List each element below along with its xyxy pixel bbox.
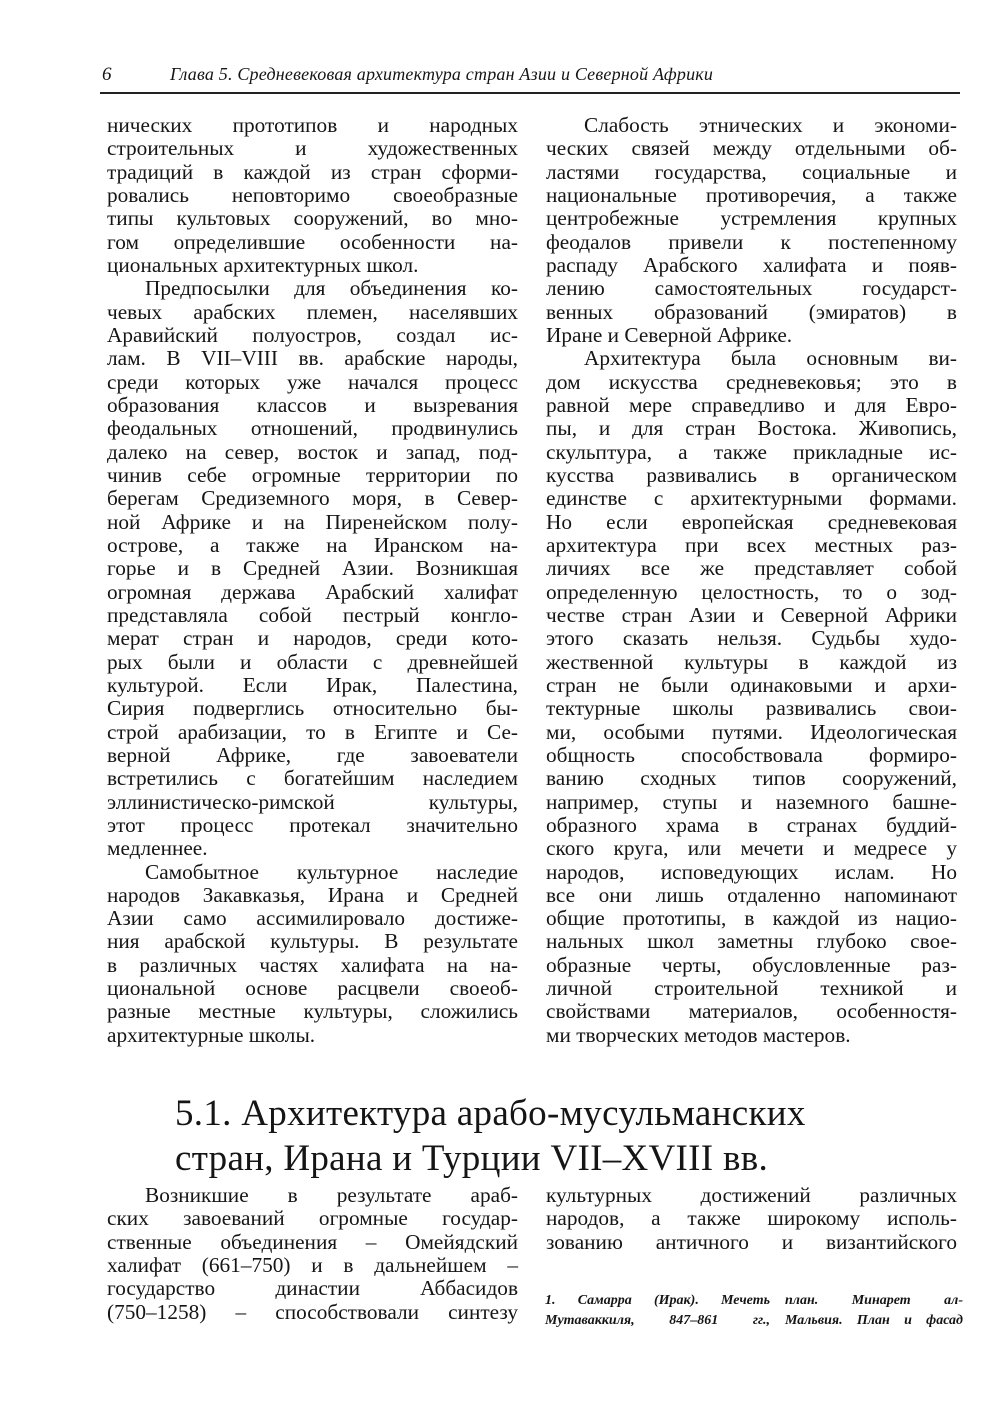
text-line: мерат стран и народов, среди кото- — [107, 626, 518, 651]
text-line: общие прототипы, в каждой из нацио- — [546, 906, 957, 931]
section-left-column — [107, 1184, 518, 1324]
section-heading — [175, 1091, 806, 1181]
running-title: Глава 5. Средневековая архитектура стран Азии и Северной Африки — [170, 64, 714, 84]
text-line: государство династии Аббасидов — [107, 1276, 518, 1301]
text-line: образного храма в странах буддий- — [546, 812, 957, 837]
text-line: разные местные культуры, сложились — [107, 999, 518, 1024]
text-line: тектурные школы развивались свои- — [546, 696, 957, 721]
text-line: циональных архитектурных школ. — [107, 252, 419, 277]
text-line: этот процесс протекал значительно — [107, 812, 518, 837]
text-line: ния арабской культуры. В результате — [107, 929, 518, 954]
text-line: нальных школ заметны глубоко свое- — [546, 929, 957, 954]
text-line: гом определившие особенности на- — [107, 229, 518, 254]
text-line: общность способствовала формиро- — [546, 742, 957, 767]
text-line: Но если европейская средневековая — [546, 509, 957, 534]
text-line: строительных и художественных — [107, 136, 518, 161]
figure-caption-part1 — [545, 1291, 770, 1331]
text-line: ми, особыми путями. Идеологическая — [546, 719, 957, 744]
text-line: ванию сходных типов сооружений, — [546, 766, 957, 791]
text-line: рых были и области с древнейшей — [107, 649, 518, 674]
text-line: народов, а также широкому исполь- — [546, 1206, 957, 1231]
text-line: ского круга, или мечети и медресе у — [546, 836, 957, 861]
text-line: ческих связей между отдельными об- — [546, 136, 957, 161]
text-line: Архитектура была основным ви- — [584, 346, 957, 371]
text-line: лению самостоятельных государст- — [546, 276, 957, 301]
text-line: берегам Средиземного моря, в Север- — [107, 486, 518, 511]
text-line: национальные противоречия, а также — [546, 182, 957, 207]
text-line: личной строительной техникой и — [546, 976, 957, 1001]
text-line: Аравийский полуостров, создал ис- — [107, 322, 518, 347]
caption-line: план. Минарет ал- — [785, 1293, 963, 1308]
text-line: среди которых уже начался процесс — [107, 369, 518, 394]
text-line: жественной культуры в каждой из — [546, 649, 957, 674]
text-line: традиций в каждой из стран сформи- — [107, 159, 518, 184]
text-line: единстве с архитектурными формами. — [546, 486, 957, 511]
text-line: архитектура при всех местных раз- — [546, 532, 957, 557]
text-line: свойствами материалов, особенностя- — [546, 999, 957, 1024]
text-line: типы культовых сооружений, во мно- — [107, 206, 518, 231]
text-line: (750–1258) – способствовали синтезу — [107, 1299, 518, 1324]
text-line: народов Закавказья, Ирана и Средней — [107, 882, 518, 907]
running-header — [100, 62, 960, 94]
text-line: Возникшие в результате араб- — [145, 1183, 518, 1207]
text-line: Самобытное культурное наследие — [145, 859, 518, 884]
text-line: огромная держава Арабский халифат — [107, 579, 518, 604]
text-line: стран не были одинаковыми и архи- — [546, 672, 957, 697]
figure-caption-part2 — [785, 1291, 963, 1331]
text-line: венных образований (эмиратов) в — [546, 299, 957, 324]
text-line: распаду Арабского халифата и появ- — [546, 252, 957, 277]
text-line: встретились с богатейшим наследием — [107, 766, 518, 791]
text-line: этого сказать нельзя. Судьбы худо- — [546, 626, 957, 651]
text-line: ровались неповторимо своеобразные — [107, 182, 518, 207]
text-line: медленнее. — [107, 836, 208, 861]
text-line: верной Африке, где завоеватели — [107, 742, 518, 767]
section-right-column — [546, 1184, 957, 1254]
caption-line: Мальвия. План и фасад — [785, 1313, 963, 1328]
text-line: кусства развивались в органическом — [546, 462, 957, 487]
text-line: лам. В VII–VIII вв. арабские народы, — [107, 346, 518, 371]
text-line: нических прототипов и народных — [107, 113, 518, 137]
text-line: горье и в Средней Азии. Возникшая — [107, 556, 518, 581]
text-line: Слабость этнических и экономи- — [584, 113, 957, 137]
text-line: феодальных отношений, продвинулись — [107, 416, 518, 441]
text-line: в различных частях халифата на на- — [107, 952, 518, 977]
text-line: личиях все же представляет собой — [546, 556, 957, 581]
text-line: определенную целостность, то о зод- — [546, 579, 957, 604]
text-line: народов, исповедующих ислам. Но — [546, 859, 957, 884]
text-line: образования классов и вызревания — [107, 392, 518, 417]
text-line: острове, а также на Иранском на- — [107, 532, 518, 557]
text-line: Предпосылки для объединения ко- — [145, 276, 518, 301]
text-line: феодалов привели к постепенному — [546, 229, 957, 254]
text-line: халифат (661–750) и в дальнейшем – — [107, 1252, 518, 1277]
text-line: строй арабизации, то в Египте и Се- — [107, 719, 518, 744]
text-line: ственные объединения – Омейядский — [107, 1229, 518, 1254]
text-line: пы, и для стран Востока. Живопись, — [546, 416, 957, 441]
text-line: далеко на север, восток и запад, под- — [107, 439, 518, 464]
caption-line: 1. Самарра (Ирак). Мечеть — [545, 1293, 770, 1308]
right-column — [546, 114, 957, 1047]
text-line: культурой. Если Ирак, Палестина, — [107, 672, 518, 697]
section-heading-line: 5.1. Архитектура арабо-мусульманских — [175, 1093, 806, 1134]
text-line: ми творческих методов мастеров. — [546, 1022, 851, 1047]
text-line: архитектурные школы. — [107, 1022, 316, 1047]
text-line: ной Африке и на Пиренейском полу- — [107, 509, 518, 534]
text-line: например, ступы и наземного башне- — [546, 789, 957, 814]
text-line: центробежные устремления крупных — [546, 206, 957, 231]
text-line: ских завоеваний огромные государ- — [107, 1206, 518, 1231]
text-line: ластями государства, социальные и — [546, 159, 957, 184]
left-column — [107, 114, 518, 1047]
text-line: чинив себе огромные территории по — [107, 462, 518, 487]
text-line: скульптура, а также прикладные ис- — [546, 439, 957, 464]
text-line: дом искусства средневековья; это в — [546, 369, 957, 394]
text-line: все они лишь отдаленно напоминают — [546, 882, 957, 907]
text-line: образные черты, обусловленные раз- — [546, 952, 957, 977]
text-line: Иране и Северной Африке. — [546, 322, 793, 347]
text-line: культурных достижений различных — [546, 1183, 957, 1207]
text-line: чевых арабских племен, населявших — [107, 299, 518, 324]
text-line: Сирия подверглись относительно бы- — [107, 696, 518, 721]
page-number: 6 — [102, 64, 112, 85]
text-line: зованию античного и византийского — [546, 1229, 957, 1254]
text-line: равной мере справедливо и для Евро- — [546, 392, 957, 417]
section-heading-line: стран, Ирана и Турции VII–XVIII вв. — [175, 1138, 769, 1179]
text-line: эллинистическо-римской культуры, — [107, 789, 518, 814]
caption-line: Мутаваккиля, 847–861 гг., — [545, 1313, 770, 1328]
text-line: честве стран Азии и Северной Африки — [546, 602, 957, 627]
text-line: представляла собой пестрый конгло- — [107, 602, 518, 627]
text-line: циональной основе расцвели своеоб- — [107, 976, 518, 1001]
text-line: Азии само ассимилировало достиже- — [107, 906, 518, 931]
